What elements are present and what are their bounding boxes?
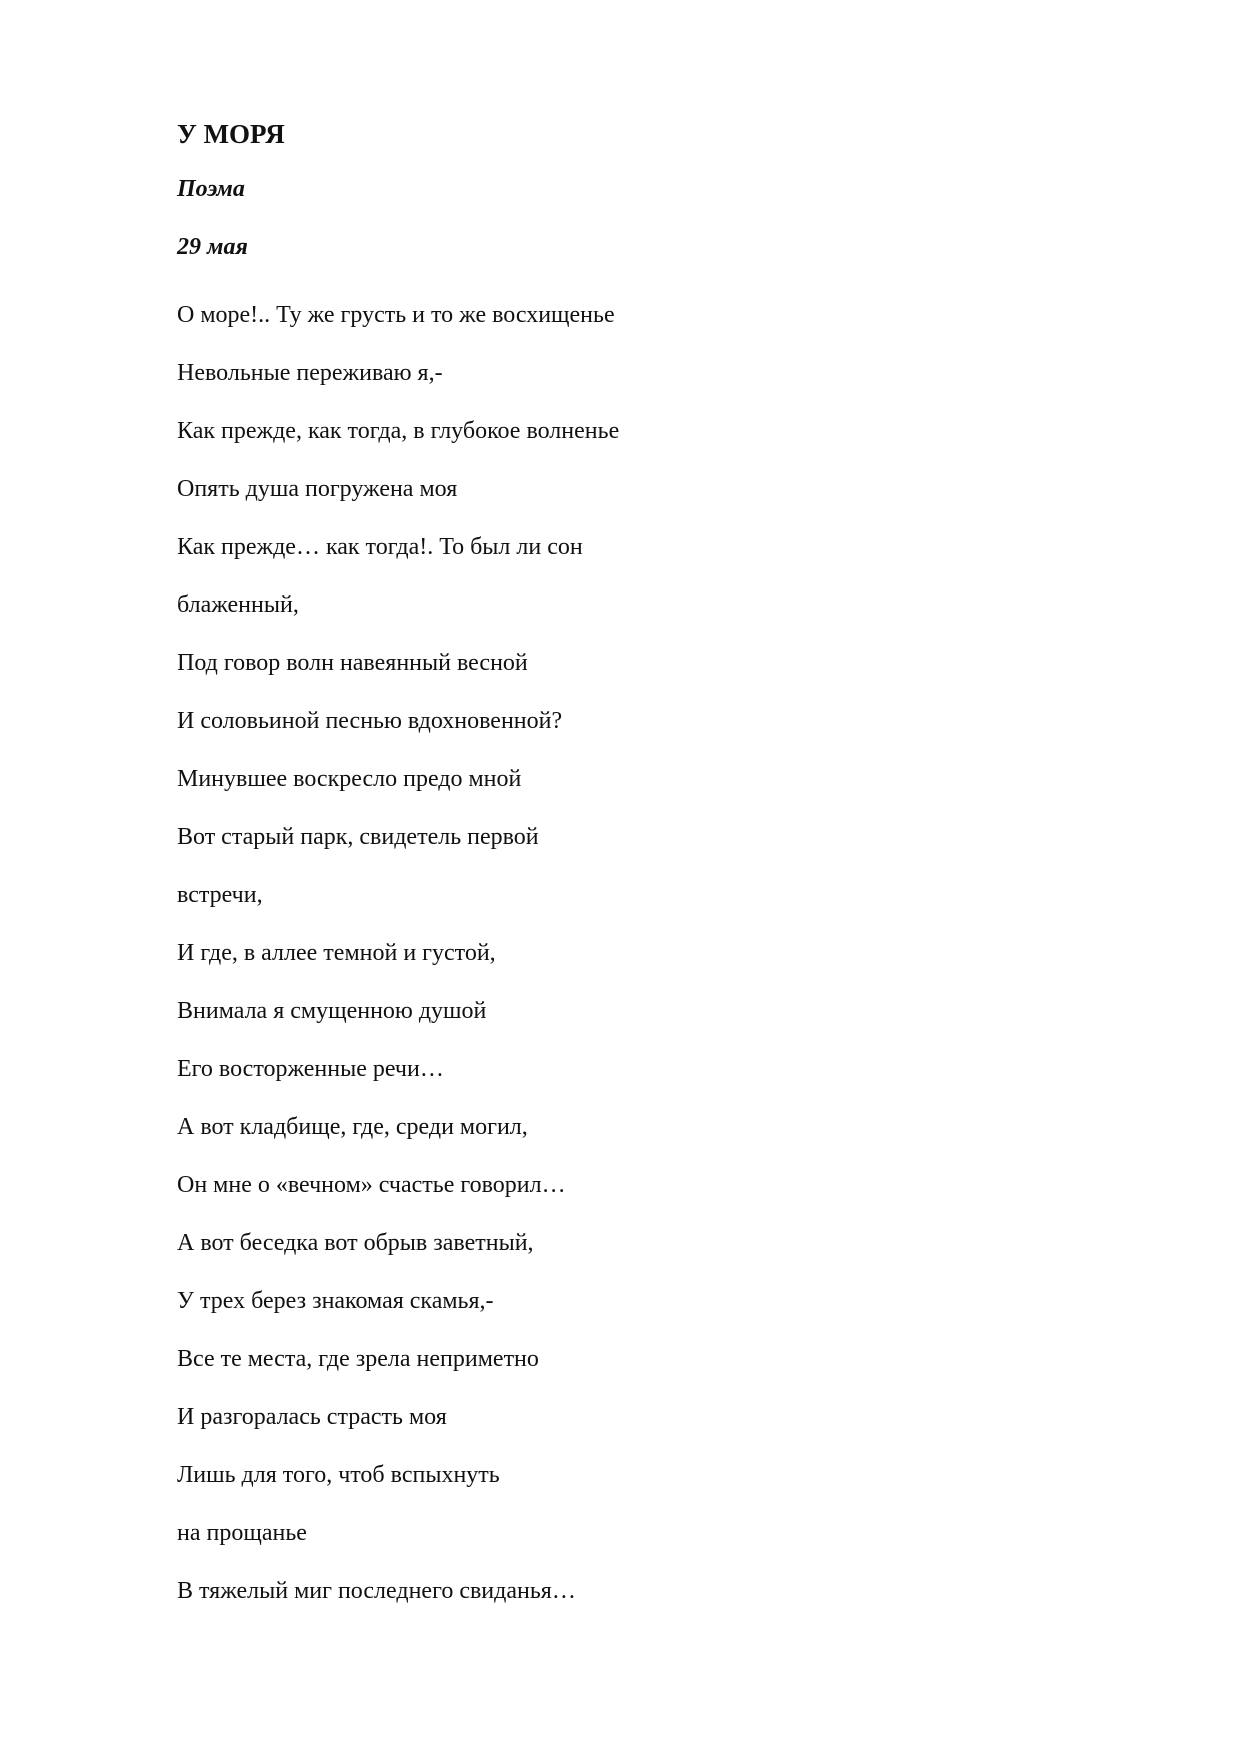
- poem-line: Лишь для того, чтоб вспыхнуть: [177, 1462, 500, 1488]
- poem-line: Внимала я смущенною душой: [177, 998, 487, 1024]
- poem-line: Как прежде… как тогда!. То был ли сон: [177, 534, 583, 560]
- date: 29 мая: [177, 234, 248, 260]
- poem-lines: [177, 286, 1077, 1620]
- poem-line: Невольные переживаю я,-: [177, 360, 443, 386]
- poem-line: И разгоралась страсть моя: [177, 1404, 447, 1430]
- poem-line: О море!.. Ту же грусть и то же восхищенье: [177, 302, 615, 328]
- poem-line: Он мне о «вечном» счастье говорил…: [177, 1172, 566, 1198]
- poem-line: У трех берез знакомая скамья,-: [177, 1288, 494, 1314]
- poem-line: Под говор волн навеянный весной: [177, 650, 528, 676]
- poem-line: Как прежде, как тогда, в глубокое волненье: [177, 418, 620, 444]
- poem-line: В тяжелый миг последнего свиданья…: [177, 1578, 576, 1604]
- poem-line: Минувшее воскресло предо мной: [177, 766, 522, 792]
- poem-line: блаженный,: [177, 592, 299, 618]
- poem-line: Его восторженные речи…: [177, 1056, 444, 1082]
- poem-line: на прощанье: [177, 1520, 307, 1546]
- poem-line: Все те места, где зрела неприметно: [177, 1346, 539, 1372]
- poem-line: А вот кладбище, где, среди могил,: [177, 1114, 528, 1140]
- poem-line: И где, в аллее темной и густой,: [177, 940, 496, 966]
- poem-line: встречи,: [177, 882, 263, 908]
- poem-line: Опять душа погружена моя: [177, 476, 458, 502]
- poem-line: И соловьиной песнью вдохновенной?: [177, 708, 563, 734]
- poem-body: [177, 112, 1077, 1620]
- subtitle: Поэма: [177, 176, 245, 202]
- poem-line: Вот старый парк, свидетель первой: [177, 824, 539, 850]
- poem-line: А вот беседка вот обрыв заветный,: [177, 1230, 534, 1256]
- page-title: У МОРЯ: [177, 119, 285, 149]
